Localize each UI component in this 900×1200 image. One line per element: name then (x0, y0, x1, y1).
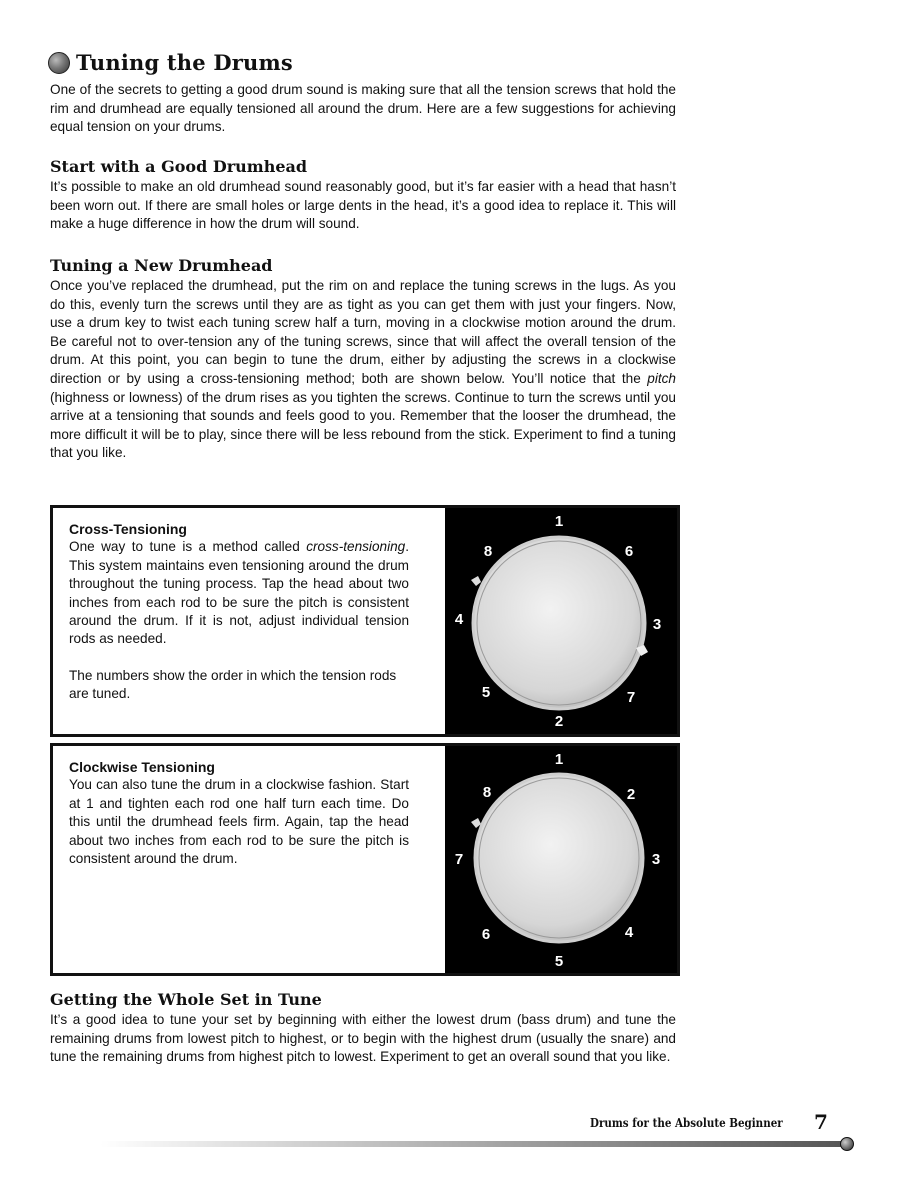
clockwise-tensioning-body: You can also tune the drum in a clockwise fashion. Start at 1 and tighten each rod one half turn each time. Do this until the drumhead feels firm. Again, tap the head about two inches from each rod to be sure the pitch is consistent around the drum. (69, 777, 409, 867)
good-drumhead-heading: Start with a Good Drumhead (50, 157, 308, 176)
drum-top-view (445, 508, 677, 734)
footer-rule (100, 1141, 845, 1147)
cross-tensioning-box (50, 505, 680, 737)
drum-key-icon (471, 818, 481, 828)
clockwise-tensioning-diagram (445, 746, 677, 973)
bullet-icon (48, 52, 70, 74)
cross-body-end: . This system maintains even tensioning around the drum throughout the tuning process. Tap the head about two inches from each rod to be sure the pitch is consistent around the drum. If it is not, adjust individual tension rods as needed. (69, 539, 409, 647)
rod-number: 2 (554, 713, 564, 730)
rod-number: 6 (624, 543, 634, 560)
cross-tensioning-diagram (445, 508, 677, 734)
page-number: 7 (814, 1110, 828, 1134)
rod-number: 4 (454, 611, 464, 628)
rod-number: 4 (624, 924, 634, 941)
drumhead-circle (475, 774, 643, 942)
rod-number: 7 (626, 689, 636, 706)
cross-body-start: One way to tune is a method called (69, 539, 307, 555)
rod-number: 8 (482, 784, 492, 801)
footer-book-title: Drums for the Absolute Beginner (590, 1116, 783, 1130)
section-title: Tuning the Drums (76, 50, 293, 75)
rod-number: 1 (554, 751, 564, 768)
good-drumhead-paragraph: It’s possible to make an old drumhead sound reasonably good, but it’s far easier with a head that hasn’t been worn out. If there are small holes or large dents in the head, it’s a good idea to replace it. This will make a huge difference in how the drum will sound. (50, 179, 676, 232)
section-header (48, 50, 293, 75)
new-drumhead-text-b: (highness or lowness) of the drum rises as you tighten the screws. Continue to turn the screws until you arrive at a tensioning that sounds and feels good to you. Remember that the looser the drumhead, the more difficult it will be to play, since there will be less rebound from the stick. Experiment to find a tuning that you like. (50, 389, 676, 461)
drum-top-view (445, 746, 677, 973)
cross-tensioning-body (69, 538, 409, 648)
cross-tensioning-title: Cross-Tensioning (69, 521, 187, 537)
cross-tensioning-text (69, 520, 409, 704)
cross-tensioning-note: The numbers show the order in which the tension rods are tuned. (69, 667, 397, 702)
rod-number: 1 (554, 513, 564, 530)
new-drumhead-text-a: Once you’ve replaced the drumhead, put the rim on and replace the tuning screws in the lugs. As you do this, evenly turn the screws until they are as tight as you can get them with just your fingers. Now, use a drum key to twist each tuning screw half a turn, moving in a clockwise motion around the drum. Be careful not to over-tension any of the tuning screws, since that will affect the overall tension of the drum. At this point, you can begin to tune the drum, either by adjusting the screws in a clockwise direction or by using a cross-tensioning method; both are shown below. You’ll notice that the (50, 278, 676, 386)
new-drumhead-paragraph (50, 277, 676, 463)
rod-number: 7 (454, 851, 464, 868)
footer-bullet-icon (840, 1137, 854, 1151)
rod-number: 5 (481, 684, 491, 701)
rod-number: 3 (652, 616, 662, 633)
rod-number: 2 (626, 786, 636, 803)
clockwise-tensioning-text (69, 758, 409, 868)
cross-body-term: cross-tensioning (306, 539, 406, 555)
drum-key-icon (471, 576, 481, 586)
drumhead-circle (473, 537, 645, 709)
rod-number: 6 (481, 926, 491, 943)
new-drumhead-heading: Tuning a New Drumhead (50, 256, 273, 275)
whole-set-heading: Getting the Whole Set in Tune (50, 990, 322, 1009)
whole-set-paragraph: It’s a good idea to tune your set by beginning with either the lowest drum (bass drum) and tune the remaining drums from lowest pitch to highest, or to begin with the highest drum (usually the snare) and tune the remaining drums from highest pitch to lowest. Experiment to get an overall sound that you like. (50, 1012, 676, 1065)
pitch-term: pitch (647, 370, 676, 386)
rod-number: 3 (651, 851, 661, 868)
rod-number: 5 (554, 953, 564, 970)
clockwise-tensioning-title: Clockwise Tensioning (69, 759, 215, 775)
intro-paragraph: One of the secrets to getting a good drum sound is making sure that all the tension screws that hold the rim and drumhead are equally tensioned all around the drum. Here are a few suggestions for achieving equal tension on your drums. (50, 82, 676, 135)
rod-number: 8 (483, 543, 493, 560)
clockwise-tensioning-box (50, 743, 680, 976)
